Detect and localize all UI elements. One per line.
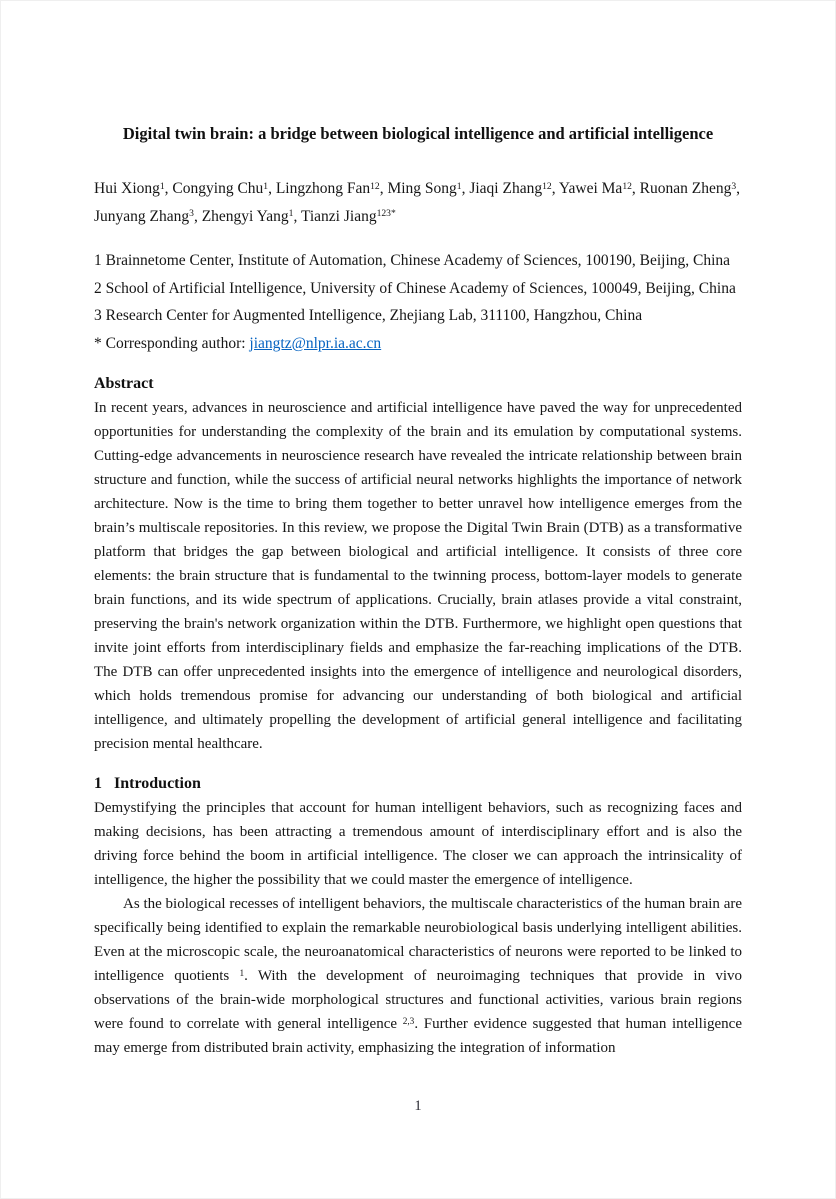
affiliation-line-1: 1 Brainnetome Center, Institute of Automation, Chinese Academy of Sciences, 100190, Beijing, China: [94, 252, 731, 269]
affiliation-line-2: 2 School of Artificial Intelligence, University of Chinese Academy of Sciences, 100049, Beijing, China: [94, 279, 736, 297]
page-number: 1: [414, 1098, 422, 1114]
abstract-body: In recent years, advances in neuroscience and artificial intelligence have paved the way for unprecedented opportunities for understanding the complexity of the brain and its emulation by computational systems. Cutting-edge advancements in neuroscience research have revealed the intricate relationship between brain structure and function, while the success of artificial neural networks highlights the importance of network architecture. Now is the time to bring them together to better unravel how intelligence emerges from the brain’s multiscale repositories. In this review, we propose the Digital Twin Brain (DTB) as a transformative platform that bridges the gap between biological and artificial intelligence. It consists of three core elements: the brain structure that is fundamental to the twinning process, bottom-layer models to generate brain functions, and its wide spectrum of applications. Crucially, brain atlases provide a vital constraint, preserving the brain's network organization within the DTB. Furthermore, we highlight open questions that invite joint efforts from interdisciplinary fields and emphasize the far-reaching implications of the DTB. The DTB can offer unprecedented insights into the emergence of intelligence and neurological disorders, which holds tremendous promise for advancing our understanding of both biological and artificial intelligence, and ultimately propelling the development of artificial general intelligence and facilitating precision mental healthcare.: [94, 400, 742, 752]
author-list: Hui Xiong$^1$, Congying Chu$^1$, Lingzhong Fan$^{12}$, Ming Song$^1$, Jiaqi Zhang$^{12}$, Yawei Ma$^{12}$, Ruonan Zheng$^3$, Junyang Zhang$^3$, Zhengyi Yang$^1$, Tianzi Jiang$^{123*}$: [94, 180, 741, 225]
affiliation-line-3: 3 Research Center for Augmented Intelligence, Zhejiang Lab, 311100, Hangzhou, China: [94, 307, 643, 324]
section-number: 1: [94, 775, 102, 792]
introduction-paragraph-1: Demystifying the principles that account for human intelligent behaviors, such as recognizing faces and making decisions, has been attracting a tremendous amount of interdisciplinary effort and is also the driving force behind the boom in artificial intelligence. The closer we can approach the intrinsicality of intelligence, the higher the possibility that we could master the emergence of intelligence.: [94, 800, 742, 888]
abstract-heading: Abstract: [94, 375, 154, 392]
paper-title: Digital twin brain: a bridge between biological intelligence and artificial intelligence: [122, 124, 714, 143]
section-title: Introduction: [114, 775, 201, 792]
section-heading-introduction: [94, 772, 742, 796]
corresponding-author-label: * Corresponding author:: [94, 334, 250, 352]
affiliations-block: [94, 247, 742, 357]
corresponding-author-line: [94, 330, 742, 358]
corresponding-email-link[interactable]: jiangtz@nlpr.ia.ac.cn: [249, 334, 382, 352]
introduction-paragraph-2: As the biological recesses of intelligent behaviors, the multiscale characteristics of the human brain are specifically being identified to explain the remarkable neurobiological basis underlying intelligent abilities. Even at the microscopic scale, the neuroanatomical characteristics of neurons were reported to be linked to intelligence quotients $^1$. With the development of neuroimaging techniques that provide in vivo observations of the brain-wide morphological structures and functional activities, various brain regions were found to correlate with general intelligence $^{2,3}$. Further evidence suggested that human intelligence may emerge from distributed brain activity, emphasizing the integration of information: [94, 896, 742, 1056]
